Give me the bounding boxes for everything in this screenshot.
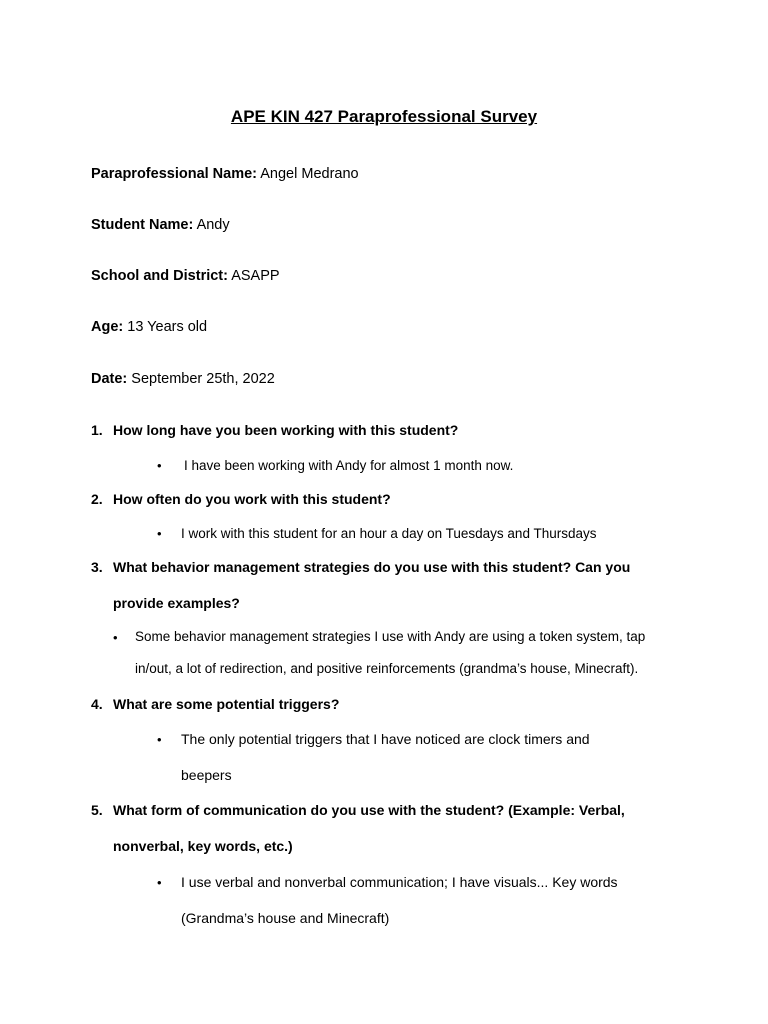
field-value: ASAPP — [231, 268, 280, 284]
question-4 — [91, 696, 339, 712]
question-text: What are some potential triggers? — [113, 696, 340, 712]
field-label: Student Name: — [91, 217, 194, 233]
answer-3-line-1: Some behavior management strategies I use with Andy are using a token system, tap — [135, 629, 646, 644]
question-5 — [91, 802, 625, 818]
answer-4-line-1: The only potential triggers that I have noticed are clock timers and — [181, 731, 590, 747]
field-value: Angel Medrano — [260, 166, 359, 182]
field-value: September 25th, 2022 — [131, 371, 275, 387]
field-value: 13 Years old — [127, 319, 208, 335]
answer-5-line-2: (Grandma’s house and Minecraft) — [181, 910, 390, 926]
field-label: Date: — [91, 371, 128, 387]
bullet-icon: • — [157, 732, 162, 747]
question-number: 5. — [91, 802, 103, 818]
question-text: What form of communication do you use with the student? (Example: Verbal, — [113, 802, 625, 818]
field-paraprofessional-name — [91, 166, 359, 182]
bullet-icon: • — [157, 875, 162, 890]
field-value: Andy — [196, 217, 230, 233]
question-number: 2. — [91, 491, 103, 507]
field-label: School and District: — [91, 268, 228, 284]
bullet-icon: • — [157, 526, 162, 541]
question-5-continued: nonverbal, key words, etc.) — [113, 838, 293, 854]
question-1 — [91, 422, 458, 438]
answer-4-line-2: beepers — [181, 767, 232, 783]
document-title: APE KIN 427 Paraprofessional Survey — [230, 107, 538, 126]
question-3-continued: provide examples? — [113, 595, 240, 611]
bullet-icon: • — [157, 458, 162, 473]
bullet-icon: • — [113, 630, 118, 645]
field-date — [91, 371, 275, 387]
answer-1: I have been working with Andy for almost 1 month now. — [184, 458, 514, 473]
answer-5-line-1: I use verbal and nonverbal communication; I have visuals... Key words — [181, 874, 618, 890]
answer-2: I work with this student for an hour a day on Tuesdays and Thursdays — [181, 526, 597, 541]
field-student-name — [91, 217, 230, 233]
question-text: What behavior management strategies do you use with this student? Can you — [113, 559, 631, 575]
question-text: How long have you been working with this student? — [113, 422, 459, 438]
field-label: Age: — [91, 319, 124, 335]
question-text: How often do you work with this student? — [113, 491, 391, 507]
question-3 — [91, 559, 630, 575]
field-age — [91, 319, 207, 335]
field-school-district — [91, 268, 280, 284]
question-number: 1. — [91, 422, 103, 438]
field-label: Paraprofessional Name: — [91, 166, 258, 182]
question-number: 4. — [91, 696, 103, 712]
answer-3-line-2: in/out, a lot of redirection, and positive reinforcements (grandma’s house, Minecraft). — [135, 661, 639, 676]
question-2 — [91, 491, 391, 507]
question-number: 3. — [91, 559, 103, 575]
